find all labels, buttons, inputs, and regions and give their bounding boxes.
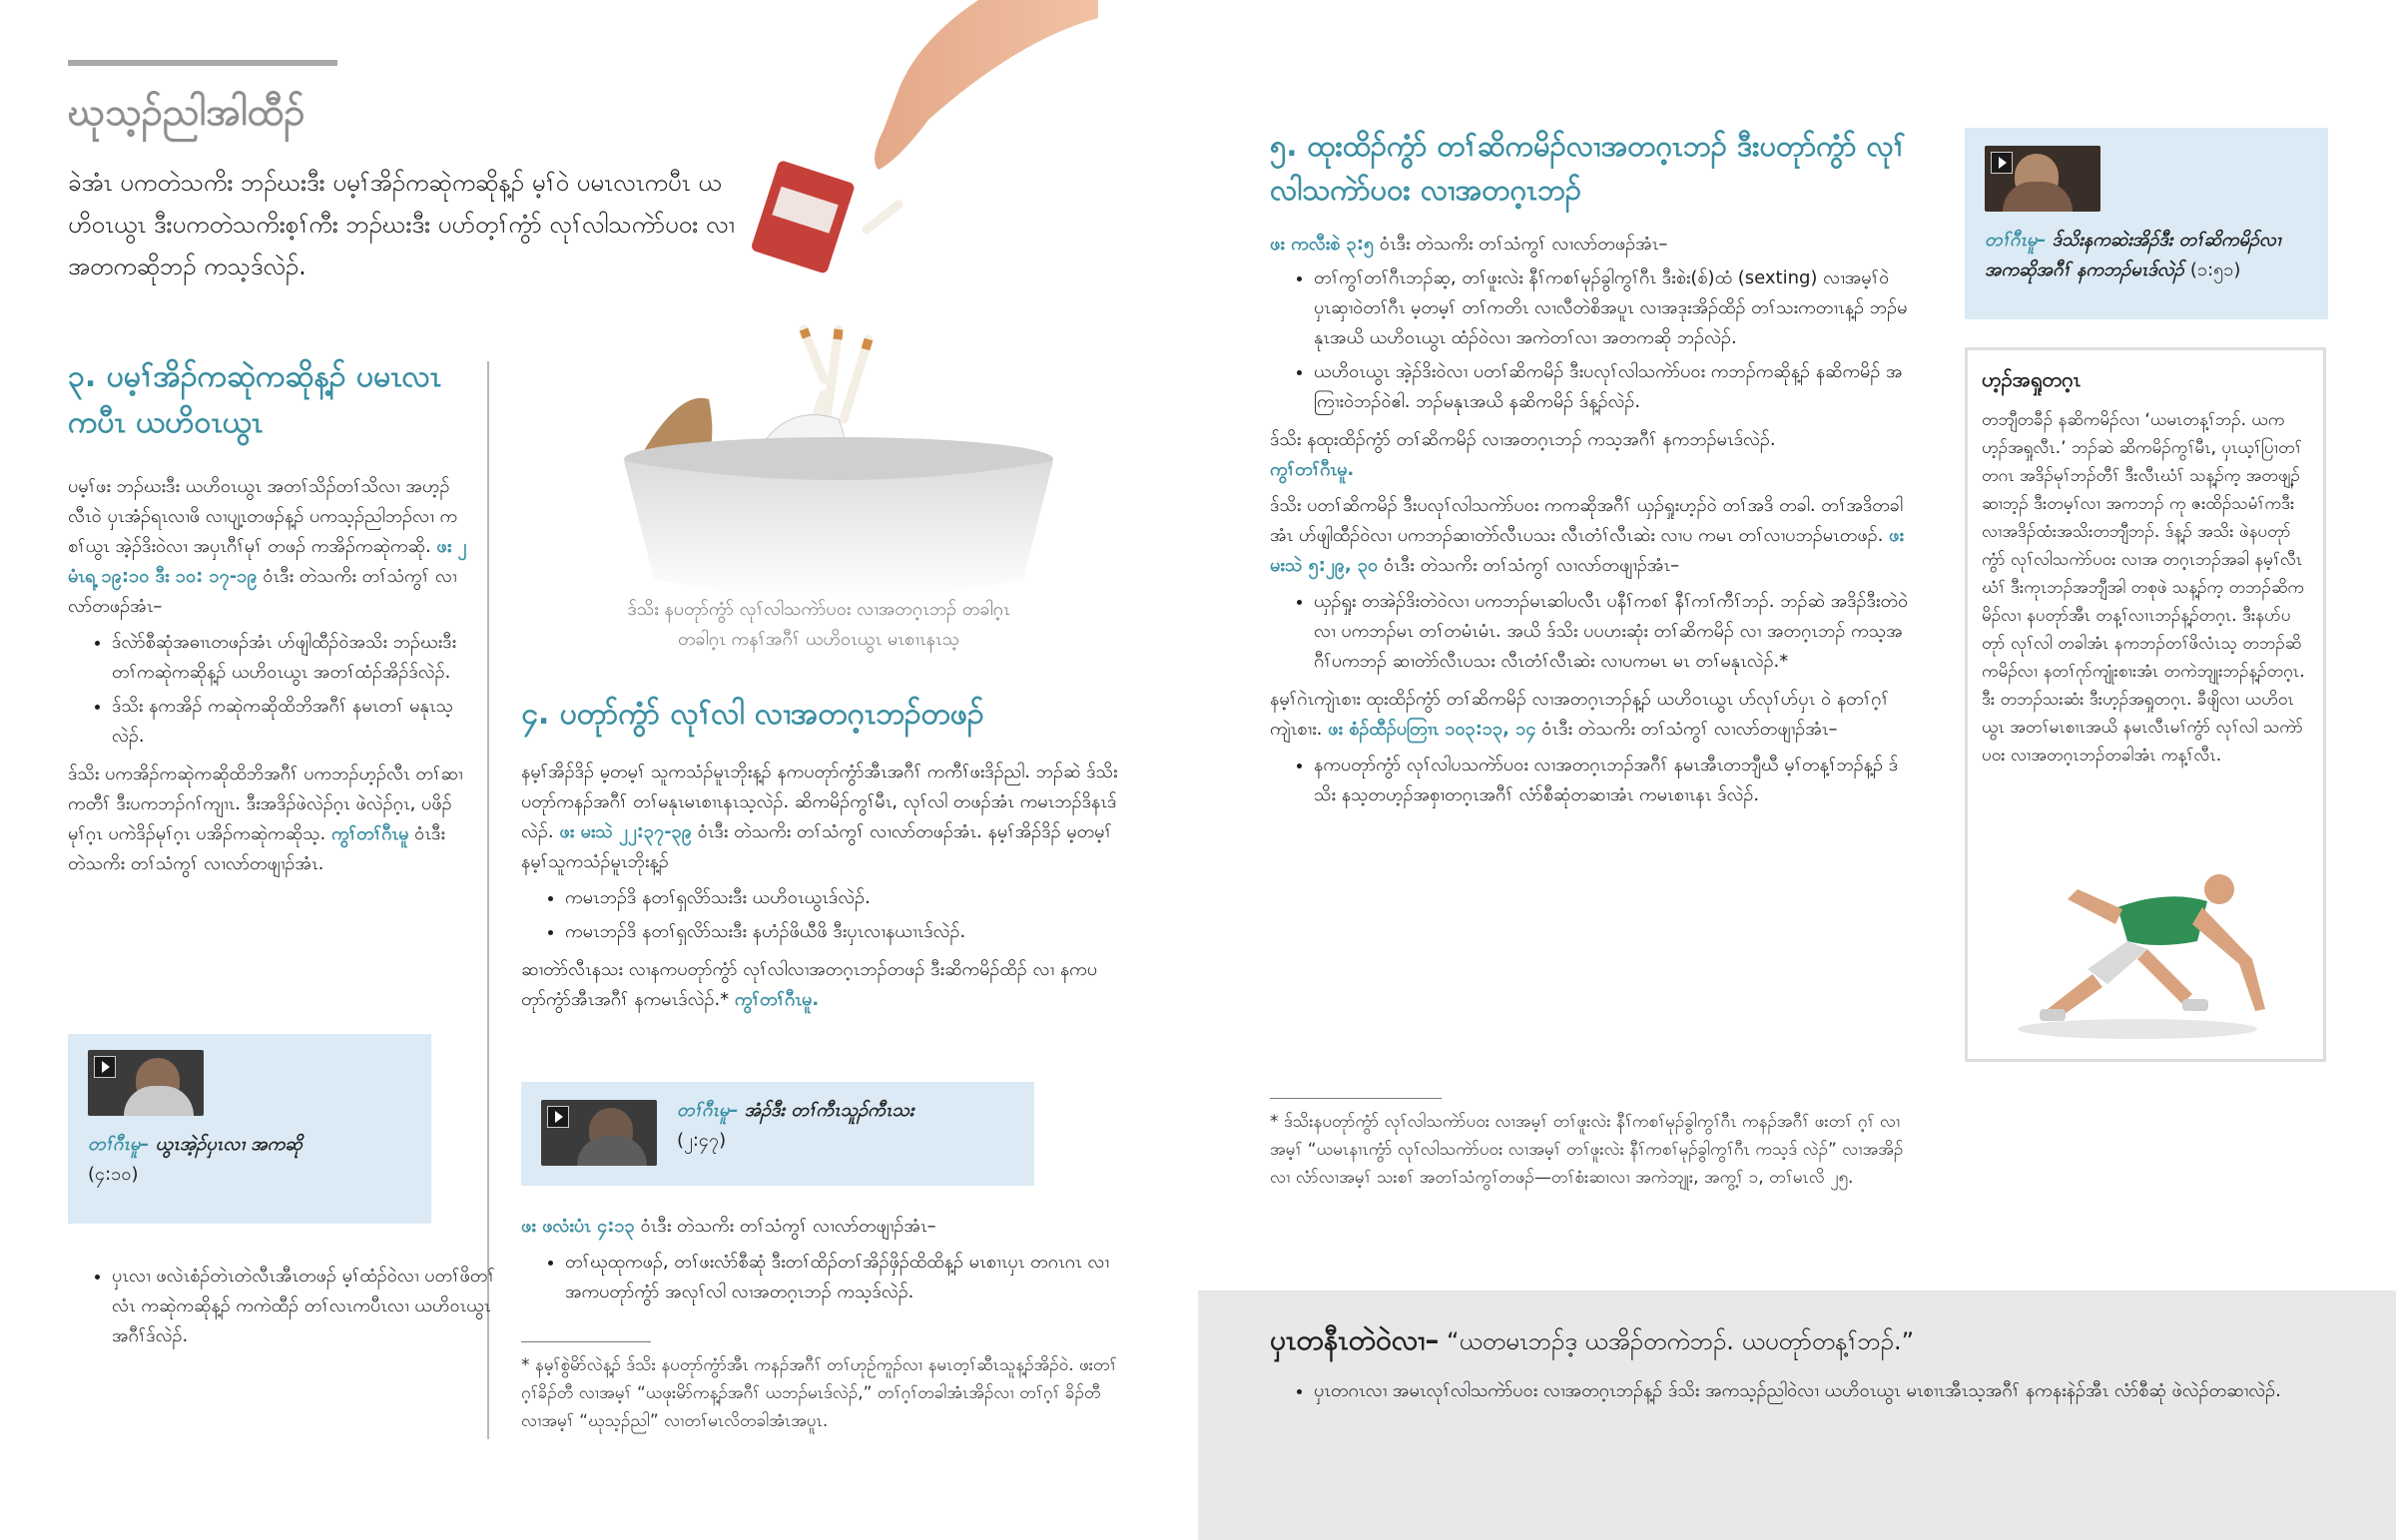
cigarette-pack bbox=[751, 160, 856, 274]
section-4-para-2: ဆၢတဲာ်လီၤနသး လၢနကပတုာ်ကွံာ် လုၢ်လါလၢအတဂ့ၤဘၣ်တဖၣ် ဒီးဆိကမိၣ်ထိၣ် လၢ နကပတုာ်ကွံာ်အီၤအဂီၢ် နကမၤဒ်လဲၣ်.* ကွၢ်တၢ်ဂီၤမူ. bbox=[521, 959, 1098, 1010]
video-caption: တၢ်ဂီၤမူ– ယွၤအဲ့ၣ်ပှၤလၢ အကဆို (၄:၁၀) bbox=[88, 1134, 302, 1185]
section-5-intro: ဖး ကလီးစဲ ၃:၅ ဝံၤဒီး တဲသကိး တၢ်သံကွၢ် လၢလာ်တဖၣ်အံၤ– bbox=[1270, 234, 1668, 255]
video-caption: တၢ်ဂီၤမူ– အံၣ်ဒီး တၢ်ကီၤသူၣ်ကီၤသး (၂:၄၇) bbox=[677, 1100, 914, 1151]
watch-video-link[interactable]: ကွၢ်တၢ်ဂီၤမူ. bbox=[734, 989, 820, 1010]
video-caption: တၢ်ဂီၤမူ– ဒ်သိးနကဆဲးအိၣ်ဒီး တၢ်ဆိကမိၣ်လၢ အကဆိုအဂီၢ် နကဘၣ်မၤဒ်လဲၣ် (၁:၅၁) bbox=[1985, 230, 2281, 280]
section-3-para-2: ဒ်သိး ပကအိၣ်ကဆုဲကဆိုထိဘိအဂီၢ် ပကဘၣ်ဟ့ၣ်လီၤ တၢ်ဆၢကတီၢ် ဒီးပကဘၣ်ဂၢ်ကျၢၤ. ဒီးအဒိၣ်ဖဲလဲၣ်ဂ့ၤ ဖဲလဲၣ်ဂ့ၤ, ပဖိၣ်မုၢ်ဂ့ၤ ပကဲဒိၣ်မုၢ်ဂ့ၤ ပအိၣ်ကဆုဲကဆိုသ့. ကွၢ်တၢ်ဂီၤမူ ဝံၤဒီး တဲသကိး တၢ်သံကွၢ် လၢလာ်တဖျၢၣ်အံၤ. bbox=[68, 764, 463, 874]
section-4-footnote: * နမ့ၢ်စွဲမိာ်လဲန့ၣ် ဒ်သိး နပတုာ်ကွံာ်အီၤ ကနၣ်အဂီၢ် တၢ်ဟုဉ်ကူၣ်လၢ နမၤတ့ၢ်ဆီၤသူန့ၣ်အိၣ်ဝဲ. ဖးတၢ်ဂ့ၢ်ခိၣ်တီ လၢအမ့ၢ် “ယဖုးမိာ်ကန့ၣ်အဂီၢ် ယဘၣ်မၤဒ်လဲၣ်,” တၢ်ဂ့ၢ်တခါအံၤအိၣ်လၢ တၢ်ဂ့ၢ် ခိၣ်တီ လၢအမ့ၢ် “ဃုသ့ၣ်ညါ” လၢတၢ်မၤလိတခါအံၤအပူၤ. bbox=[521, 1355, 1117, 1431]
question-item: • တၢ်ဃုထုကဖၣ်, တၢ်ဖးလံာ်စီဆုံ ဒီးတၢ်ထိၣ်တၢ်အိၣ်ဖှိၣ်ထိထိန့ၣ် မၤစၢၤပှၤ တဂၤဂၤ လၢအကပတုာ်ကွံာ် အလုၢ်လါ လၢအတဂ့ၤဘၣ် ကသ့ဒ်လဲၣ်. bbox=[565, 1248, 1120, 1307]
runner-illustration bbox=[1998, 849, 2297, 1049]
section-3-para-1: ပမ့ၢ်ဖး ဘၣ်ဃးဒီး ယဟိဝၤယွၤ အတၢ်သိၣ်တၢ်သိလၢ အဟ့ၣ်လီၤဝဲ ပှၤအံၣ်ရၤလၢဖိ လၢပျ့ၤတဖၣ်န့ၣ် ပကသ့ၣ်ညါဘၣ်လၢ ကစၢ်ယွၤ အဲ့ၣ်ဒိးဝဲလၢ အပှၤဂီၢ်မုၢ် တဖၣ် ကအိၣ်ကဆုဲကဆို. ဖး ၂ မံၤရ့ ၁၉:၁၀ ဒီး ၁၀: ၁၇-၁၉ ဝံၤဒီး တဲသကိး တၢ်သံကွၢ် လၢလာ်တဖၣ်အံၤ– bbox=[68, 476, 467, 617]
sidebar-box bbox=[1965, 347, 2326, 1062]
sidebar-text: တဘျီတခီၣ် နဆိကမိၣ်လၢ ‘ယမၤတန့ၢ်ဘၣ်. ယကဟ့ၣ်အရှုလီၤ.’ ဘၣ်ဆဲ ဆိကမိၣ်ကွၢ်မီၤ, ပှၤယ့ၢ်ပြၢတၢ်တဂၤ အဒိၣ်မုၢ်ဘၣ်တီၢ် ဒီးလီၤဃံၢ် သန့ၣ်က့ အတဖျ့ၣ်ဆၢဘ့ၣ် ဒီးတမ့ၢ်လၢ အကဘၣ် ကု ဇးထိၣ်သမံၢ်ကဒီး လၢအဒိၣ်ထံးအသိးတဘျီဘၣ်. ဒ်န့ၣ် အသိး ဖဲနပတုာ်ကွံာ် လုၢ်လါသကဲာ်ပဝး လၢအ တဂ့ၤဘၣ်အခါ နမ့ၢ်လီၤဃံၢ် ဒီးကုၤဘၣ်အဘျီအါ တစုဖဲ သန့ၣ်က့ တဘၣ်ဆိကမိၣ်လၢ နပတုာ်အီၤ တန့ၢ်လၢၤဘၣ်န့ၣ်တဂ့ၤ. ဒီးနပာ်ပတုာ် လုၢ်လါ တခါအံၤ နကဘၣ်တၢ်ဖိလံၤသ့ တဘၣ်ဆိကမိၣ်လၢ နတၢ်ဂုာ်ကျုံးစၢးအံၤ တကဲဘျုးဘၣ်န့ၣ်တဂ့ၤ. ဒီး တဘၣ်သးဆံး ဒီးဟ့ၣ်အရှုတဂ့ၤ. ခီဖျိလၢ ယဟိဝၤ ယွၤ အတၢ်မၤစၢၤအယိ နမၤလီၤမၢ်ကွံာ် လုၢ်လါ သကဲာ်ပဝး လၢအတဂ့ၤဘၣ်တခါအံၤ ကန့ၢ်လီၤ. bbox=[1982, 410, 2305, 766]
scripture-ref[interactable]: ဖး ကလီးစဲ ၃:၅ bbox=[1270, 234, 1375, 255]
video-box-section-5[interactable] bbox=[1965, 128, 2328, 319]
section-4-question-3 bbox=[521, 1248, 1120, 1307]
section-5-para-1: ဒ်သိး နထုးထိၣ်ကွံာ် တၢ်ဆိကမိၣ် လၢအတဂ့ၤဘၣ် ကသ့အဂီၢ် နကဘၣ်မၤဒ်လဲၣ်. ကွၢ်တၢ်ဂီၤမူ. bbox=[1270, 429, 1776, 480]
section-4-heading: ၄. ပတုာ်ကွံာ် လုၢ်လါ လၢအတဂ့ၤဘၣ်တဖၣ် bbox=[521, 697, 984, 732]
play-icon[interactable] bbox=[1991, 152, 2013, 174]
question-item: • တၢ်ကွၢ်တၢ်ဂီၤဘၣ်ဆ့, တၢ်ဖူးလဲး နီၢ်ကစၢ်မုၣ်ခွါကွၢ်ဂီၤ ဒီးစဲး(စ်)ထံ (sexting) လၢအမ့ၢ်ဝဲ ပှၤဆှၢဝဲတၢ်ဂီၤ မ့တမ့ၢ် တၢ်ကတိၤ လၢလီတဲစိအပူၤ လၢအဒုးအိၣ်ထိၣ် တၢ်သးကတၢၤန့ၣ် ဘၣ်မနုၤအယိ ယဟိဝၤယွၤ ထံၣ်ဝဲလၢ အကဲတၢ်လၢ အတကဆို ဘၣ်လဲၣ်. bbox=[1314, 263, 1909, 353]
summary-quote: “ယတမၤဘၣ်ဒ့ ယအိၣ်တကဲဘၣ်. ယပတုာ်တန့ၢ်ဘၣ်.” bbox=[1447, 1327, 1915, 1355]
question-item: • ကမၤဘၣ်ဒိ နတၢ်ရှလိာ်သးဒီး ယဟိဝၤယွၤဒ်လဲၣ်. bbox=[565, 883, 1120, 913]
title-rule bbox=[68, 60, 337, 66]
section-5-question-2 bbox=[1270, 587, 1909, 677]
page-intro: ခဲအံၤ ပကတဲသကိး ဘၣ်ဃးဒီး ပမ့ၢ်အိၣ်ကဆုဲကဆိုန့ၣ် မ့ၢ်ဝဲ ပမၤလၤကပီၤ ယဟိဝၤယွၤ ဒီးပကတဲသကိးစ့ၢ်ကီး ဘၣ်ဃးဒီး ပပာ်တ့ၢ်ကွံာ် လုၢ်လါသကဲာ်ပဝး လၢအတကဆိုဘၣ် ကသ့ဒ်လဲၣ်. bbox=[68, 169, 735, 280]
video-box-section-4[interactable] bbox=[521, 1082, 1034, 1186]
question-item: • ပှၤလၢ ဖလဲၤစံၣ်တဲၤတဲလီၤအီၤတဖၣ် မ့ၢ်ထံၣ်ဝဲလၢ ပတၢ်ဖိတၢ်လံၤ ကဆုဲကဆိုန့ၣ် ကကဲထီၣ် တၢ်လၤကပီၤလၢ ယဟိဝၤယွၤ အဂီၢ်ဒ်လဲၣ်. bbox=[112, 1262, 511, 1351]
video-thumbnail[interactable] bbox=[88, 1050, 204, 1116]
section-4-questions bbox=[521, 883, 1120, 947]
illustration-caption: ဒ်သိး နပတုာ်ကွံာ် လုၢ်လါသကဲာ်ပဝး လၢအတဂ့ၤဘၣ် တခါဂ့ၤတခါဂ့ၤ ကနၢ်အဂီၢ် ယဟိဝၤယွၤ မၤစၢၤနၤသ့ bbox=[627, 599, 1010, 650]
summary-band bbox=[1198, 1290, 2396, 1540]
scripture-ref[interactable]: ဖး ၂ မံၤရ့ ၁၉:၁၀ ဒီး ၁၀: ၁၇-၁၉ bbox=[68, 536, 467, 587]
illustration bbox=[599, 0, 1098, 599]
scripture-ref[interactable]: ဖး မးသဲ ၂၂:၃၇-၃၉ bbox=[559, 821, 692, 842]
section-5-footnote: * ဒ်သိးနပတုာ်ကွံာ် လုၢ်လါသကဲာ်ပဝး လၢအမ့ၢ် တၢ်ဖူးလဲး နီၢ်ကစၢ်မုၣ်ခွါကွၢ်ဂီၤ ကနၣ်အဂီၢ် ဖးတၢ် ဂ့ၢ် လၢအမ့ၢ် “ယမၤနၢၤကွံာ် လုၢ်လါသကဲာ်ပဝး လၢအမ့ၢ် တၢ်ဖူးလဲး နီၢ်ကစၢ်မုၣ်ခွါကွၢ်ဂီၤ ကသ့ဒ် လဲၣ်” လၢအအိၣ်လၢ လံာ်လၢအမ့ၢ် သးစၢ် အတၢ်သံကွၢ်တဖၣ်—တၢ်စံးဆၢလၢ အကဲဘျုး, အကွ့ၢ် ၁, တၢ်မၤလိ ၂၅. bbox=[1270, 1112, 1904, 1188]
section-4-para-1: နမ့ၢ်အိၣ်ဒိၣ် မ့တမ့ၢ် သူကသံၣ်မူၤဘိုးန့ၣ် နကပတုာ်ကွံာ်အီၤအဂီၢ် ကကီၢ်ဖးဒိၣ်ညါ. ဘၣ်ဆဲ ဒ်သိးပတုာ်ကနၣ်အဂီၢ် တၢ်မနုၤမၤစၢၤနၤသ့လဲၣ်. ဆိကမိၣ်ကွၢ်မီၤ, လုၢ်လါ တဖၣ်အံၤ ကမၤဘၣ်ဒိနၤဒ်လဲၣ်. ဖး မးသဲ ၂၂:၃၇-၃၉ ဝံၤဒီး တဲသကိး တၢ်သံကွၢ် လၢလာ်တဖၣ်အံၤ. နမ့ၢ်အိၣ်ဒိၣ် မ့တမ့ၢ် နမ့ၢ်သူကသံၣ်မူၤဘိုးန့ၣ် bbox=[521, 762, 1118, 872]
section-3-heading: ၃. ပမ့ၢ်အိၣ်ကဆုဲကဆိုန့ၣ် ပမၤလၤကပီၤ ယဟိဝၤယွၤ bbox=[68, 359, 441, 440]
hand-shape bbox=[875, 0, 1098, 170]
question-item: • ယဟိဝၤယွၤ အဲ့ၣ်ဒိးဝဲလၢ ပတၢ်ဆိကမိၣ် ဒီးပလုၢ်လါသကဲာ်ပဝး ကဘၣ်ကဆိုန့ၣ် နဆိကမိၣ် အကြၢးဝဲဘၣ်ဝဲဧါ. ဘၣ်မနုၤအယိ နဆိကမိၣ် ဒ်န့ၣ်လဲၣ်. bbox=[1314, 357, 1909, 417]
play-icon[interactable] bbox=[547, 1106, 569, 1128]
video-box-section-3[interactable] bbox=[68, 1034, 431, 1224]
section-5-question-3 bbox=[1270, 751, 1909, 810]
summary-heading-line bbox=[1270, 1322, 2348, 1359]
section-3 bbox=[68, 354, 467, 879]
footnote-rule bbox=[521, 1341, 651, 1342]
sidebar-heading: ဟ့ၣ်အရှုတဂ့ၤ bbox=[1982, 367, 2081, 391]
question-item: • ကမၤဘၣ်ဒိ နတၢ်ရှလိာ်သးဒီး နဟံၣ်ဖိယီဖိ ဒီးပှၤလၢနယၢၤဒ်လဲၣ်. bbox=[565, 917, 1120, 947]
video-thumbnail[interactable] bbox=[541, 1100, 657, 1166]
video-thumbnail[interactable] bbox=[1985, 146, 2100, 212]
scripture-ref[interactable]: ဖး စံၣ်ထီၣ်ပတြၢၤ ၁၀၃:၁၃, ၁၄ bbox=[1328, 719, 1536, 740]
question-item: • ယှၣ်ရှုး တအဲၣ်ဒိးတဲဝဲလၢ ပကဘၣ်မၤဆါပလီၤ ပနီၢ်ကစၢ် နီၢ်ကၢ်ကီၢ်ဘၣ်. ဘၣ်ဆဲ အဒိၣ်ဒီးတဲဝဲလၢ ပကဘၣ်မၤ တၢ်တမံၤမံၤ. အယိ ဒ်သိး ပပဟးဆုံး တၢ်ဆိကမိၣ် လၢ အတဂ့ၤဘၣ် ကသ့အဂီၢ်ပကဘၣ် ဆၢတဲာ်လီၤပသး လီၤတံၢ်လီၤဆဲး လၢပကမၤ မၤ တၢ်မနုၤလဲၣ်.* bbox=[1314, 587, 1909, 677]
summary-question bbox=[1270, 1372, 2392, 1410]
question-item: • ဒ်သိး နကအိၣ် ကဆုဲကဆိုထိဘိအဂီၢ် နမၤတၢ် မနုၤသ့လဲၣ်. bbox=[112, 692, 467, 752]
section-3-questions bbox=[68, 628, 467, 752]
question-item: • နကပတုာ်ကွံာ် လုၢ်လါပသကဲာ်ပဝး လၢအတဂ့ၤဘၣ်အဂီၢ် နမၤအီၤတဘျီဃီ မ့ၢ်တန့ၢ်ဘၣ်န့ၣ် ဒ်သိး နသ့တဟ့ၣ်အစှၢတဂ့ၤအဂီၢ် လံာ်စီဆုံတဆၢအံၤ ကမၤစၢၤနၤ ဒ်လဲၣ်. bbox=[1314, 751, 1909, 810]
section-4 bbox=[521, 692, 1120, 1015]
section-5-para-2: ဒ်သိး ပတၢ်ဆိကမိၣ် ဒီးပလုၢ်လါသကဲာ်ပဝး ကကဆိုအဂီၢ် ယှၣ်ရှုးဟ့ၣ်ဝဲ တၢ်အဒိ တခါ. တၢ်အဒိတခါအံၤ ဟ်ဖျါထီၣ်ဝဲလၢ ပကဘၣ်ဆၢတဲာ်လီၤပသး လီၤတံၢ်လီၤဆဲး လၢပ ကမၤ တၢ်လၢပဘၣ်မၤတဖၣ်. ဖး မးသဲ ၅:၂၉, ၃၀ ဝံၤဒီး တဲသကိး တၢ်သံကွၢ် လၢလာ်တဖျၢၣ်အံၤ– bbox=[1270, 495, 1904, 576]
section-5 bbox=[1270, 124, 1909, 818]
question-item: • ပှၤတဂၤလၢ အမၤလုၢ်လါသကဲာ်ပဝး လၢအတဂ့ၤဘၣ်န့ၣ် ဒ်သိး အကသ့ၣ်ညါဝဲလၢ ယဟိဝၤယွၤ မၤစၢၤအီၤသ့အဂီၢ် နကနးနဲၣ်အီၤ လံာ်စီဆုံ ဖဲလဲၣ်တဆၢလဲၣ်. bbox=[1314, 1376, 2392, 1406]
scripture-ref[interactable]: ဖး ဖလံးပံၤ ၄:၁၃ bbox=[521, 1216, 635, 1237]
section-5-heading: ၅. ထုးထိၣ်ကွံာ် တၢ်ဆိကမိၣ်လၢအတဂ့ၤဘၣ် ဒီးပတုာ်ကွံာ် လုၢ်လါသကဲာ်ပဝး လၢအတဂ့ၤဘၣ် bbox=[1270, 129, 1906, 207]
question-item: • ဒ်လဲာ်စီဆုံအဓၢၤတဖၣ်အံၤ ဟ်ဖျါထီၣ်ဝဲအသိး ဘၣ်ဃးဒီး တၢ်ကဆုဲကဆိုန့ၣ် ယဟိဝၤယွၤ အတၢ်ထံၣ်အိၣ်ဒ်လဲၣ်. bbox=[112, 628, 467, 688]
section-4-para-3: ဖး ဖလံးပံၤ ၄:၁၃ ဝံၤဒီး တဲသကိး တၢ်သံကွၢ် လၢလာ်တဖျၢၣ်အံၤ– bbox=[521, 1216, 936, 1237]
section-5-para-3: နမ့ၢ်ဂဲၤကျဲၤစၢး ထုးထိၣ်ကွံာ် တၢ်ဆိကမိၣ် လၢအတဂ့ၤဘၣ်န့ၣ် ယဟိဝၤယွၤ ပာ်လုၢ်ပာ်ပှၤ ဝဲ နတၢ်ဂ့ၢ်ကျဲၤစၢး. ဖး စံၣ်ထီၣ်ပတြၢၤ ၁၀၃:၁၃, ၁၄ ဝံၤဒီး တဲသကိး တၢ်သံကွၢ် လၢလာ်တဖျၢၣ်အံၤ– bbox=[1270, 689, 1889, 740]
scripture-ref[interactable]: ဖး မးသဲ ၅:၂၉, ၃၀ bbox=[1270, 525, 1904, 576]
section-4-part-2 bbox=[521, 1212, 1120, 1315]
play-icon[interactable] bbox=[94, 1056, 116, 1078]
footnote-rule bbox=[1270, 1098, 1442, 1099]
section-3-question-3 bbox=[68, 1258, 511, 1355]
summary-heading: ပှၤတနီၤတဲဝဲလၢ– bbox=[1270, 1323, 1440, 1356]
watch-video-link[interactable]: ကွၢ်တၢ်ဂီၤမူ bbox=[330, 823, 409, 844]
watch-video-link[interactable]: ကွၢ်တၢ်ဂီၤမူ. bbox=[1270, 459, 1355, 480]
section-5-questions bbox=[1270, 263, 1909, 417]
page-title: ဃုသ့ၣ်ညါအါထီၣ် bbox=[68, 90, 305, 134]
